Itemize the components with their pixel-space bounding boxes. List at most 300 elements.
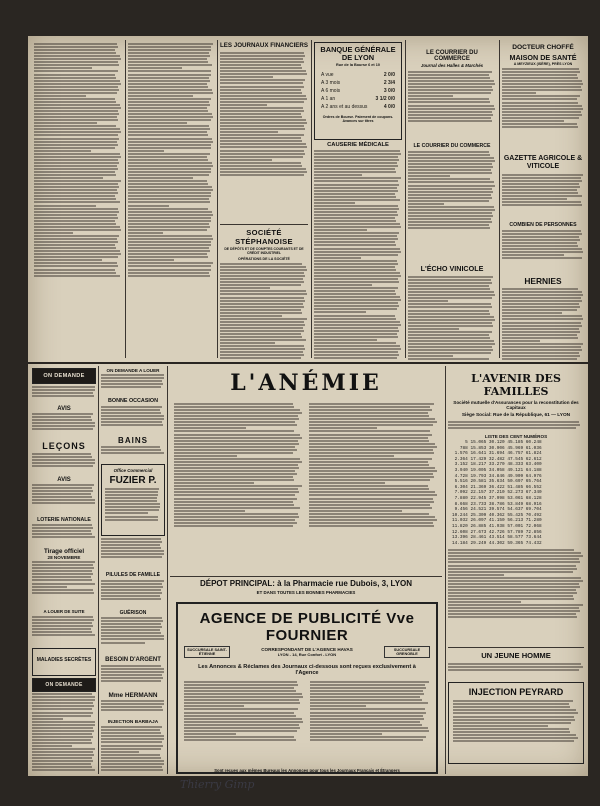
table-row: 8.668 23.733 38.786 53.849 68.916: [452, 501, 542, 507]
text-line: [220, 143, 306, 145]
text-line: [502, 89, 582, 91]
text-line: [220, 321, 304, 323]
column-rule: [311, 40, 312, 358]
text-line: [314, 199, 400, 201]
body-text: [314, 150, 402, 360]
text-line: [220, 104, 267, 106]
text-line: [408, 313, 490, 315]
text-line: [220, 318, 307, 320]
text-line: [502, 204, 582, 206]
text-line: [408, 160, 495, 162]
fuzier-name: FUZIER P.: [109, 475, 157, 487]
text-line: [314, 324, 401, 326]
text-line: [174, 406, 294, 408]
text-line: [309, 424, 433, 426]
text-line: [34, 259, 102, 261]
fuzier-box: [101, 464, 165, 536]
body-text: [220, 263, 308, 360]
text-line: [184, 733, 236, 735]
text-line: [34, 92, 117, 94]
text-line: [32, 462, 95, 464]
text-line: [448, 586, 580, 588]
page-divider: [28, 362, 588, 364]
text-line: [34, 165, 117, 167]
text-line: [314, 184, 399, 186]
text-line: [174, 424, 297, 426]
text-line: [32, 586, 67, 588]
text-line: [32, 416, 91, 418]
text-line: [32, 619, 94, 621]
text-line: [34, 128, 120, 130]
body-text: [101, 665, 165, 691]
text-line: [101, 544, 160, 546]
text-line: [220, 73, 307, 75]
text-line: [220, 293, 307, 295]
text-line: [34, 134, 118, 136]
table-row: 7.880 22.945 37.998 53.061 68.128: [452, 495, 542, 501]
text-line: [101, 674, 162, 676]
text-line: [101, 586, 163, 588]
rate-label: A 1 an: [321, 96, 336, 102]
text-line: [408, 227, 490, 229]
text-line: [408, 343, 495, 345]
text-line: [34, 198, 116, 200]
text-line: [448, 580, 583, 582]
text-line: [174, 498, 297, 500]
text-line: [309, 458, 432, 460]
text-line: [220, 272, 304, 274]
text-line: [32, 730, 94, 732]
text-line: [32, 693, 92, 695]
table-row: 13.396 28.461 43.514 58.577 73.644: [452, 535, 542, 541]
body-text: [101, 617, 165, 655]
text-line: [220, 275, 305, 277]
text-line: [408, 285, 489, 287]
text-line: [220, 290, 306, 292]
text-line: [32, 493, 91, 495]
text-line: [220, 287, 270, 289]
text-line: [128, 159, 208, 161]
text-line: [408, 325, 493, 327]
injection-box: [448, 682, 584, 764]
text-line: [408, 221, 492, 223]
text-line: [314, 171, 396, 173]
text-line: [502, 192, 578, 194]
text-line: [174, 513, 298, 515]
text-line: [314, 226, 401, 228]
text-line: [174, 479, 294, 481]
text-line: [314, 351, 398, 353]
body-text: [502, 288, 584, 360]
text-line: [174, 458, 300, 460]
text-line: [32, 616, 93, 618]
text-line: [220, 122, 307, 124]
text-line: [453, 737, 578, 739]
text-line: [101, 424, 163, 426]
body-text: [32, 453, 96, 477]
text-line: [408, 181, 494, 183]
text-line: [502, 74, 577, 76]
text-line: [448, 604, 583, 606]
table-row: 7.092 22.157 37.210 52.273 67.340: [452, 490, 542, 496]
text-line: [314, 281, 399, 283]
text-line: [32, 718, 63, 720]
text-line: [448, 555, 583, 557]
text-line: [184, 708, 298, 710]
text-line: [32, 736, 93, 738]
text-line: [448, 421, 579, 423]
text-line: [502, 68, 579, 70]
body-text: [408, 71, 496, 141]
text-line: [34, 74, 115, 76]
text-line: [128, 269, 211, 271]
text-line: [101, 700, 164, 702]
text-line: [314, 308, 397, 310]
text-line: [32, 533, 92, 535]
text-line: [309, 440, 429, 442]
text-line: [448, 595, 573, 597]
text-line: [309, 470, 437, 472]
text-line: [128, 107, 207, 109]
top-col-2: [128, 42, 214, 360]
text-line: [408, 215, 493, 217]
text-line: [314, 235, 397, 237]
text-line: [502, 174, 583, 176]
text-line: [128, 49, 211, 51]
text-line: [502, 346, 581, 348]
text-line: [32, 757, 92, 759]
text-line: [101, 757, 161, 759]
text-line: [128, 201, 210, 203]
text-line: [314, 177, 401, 179]
body-text: [128, 43, 214, 277]
rate-row: [321, 71, 395, 79]
text-line: [448, 574, 504, 576]
text-line: [448, 601, 521, 603]
text-line: [34, 141, 117, 143]
text-line: [220, 55, 305, 57]
text-line: [408, 154, 490, 156]
text-line: [34, 86, 118, 88]
agence-footer: Sont reçues aux mêmes Bureaux les Annonces pour tous les Journaux Français et Étrangers: [214, 768, 400, 773]
text-line: [34, 186, 119, 188]
text-line: [502, 309, 577, 311]
text-line: [101, 598, 161, 600]
text-line: [128, 217, 211, 219]
text-line: [34, 110, 118, 112]
text-line: [448, 592, 577, 594]
rate-label: A 2 ans et au dessus: [321, 104, 368, 110]
text-line: [128, 83, 207, 85]
text-line: [448, 571, 573, 573]
text-line: [502, 186, 580, 188]
text-line: [453, 706, 570, 708]
text-line: [101, 638, 164, 640]
column-rule: [167, 366, 168, 774]
text-line: [309, 427, 377, 429]
text-line: [101, 406, 162, 408]
text-line: [101, 726, 162, 728]
text-line: [220, 52, 304, 54]
text-line: [502, 201, 581, 203]
text-line: [502, 236, 579, 238]
text-line: [128, 156, 207, 158]
text-line: [105, 519, 158, 521]
text-line: [128, 98, 211, 100]
text-line: [448, 666, 583, 668]
text-line: [101, 589, 161, 591]
text-line: [220, 303, 303, 305]
text-line: [502, 257, 582, 259]
text-line: [174, 510, 245, 512]
docteur-column: [502, 40, 584, 360]
text-line: [408, 120, 492, 122]
text-line: [314, 296, 400, 298]
text-line: [184, 681, 297, 683]
text-line: [32, 763, 91, 765]
text-line: [309, 498, 433, 500]
text-line: [34, 70, 118, 72]
text-line: [408, 297, 492, 299]
avis-title: AVIS: [57, 406, 71, 412]
text-line: [34, 43, 117, 45]
text-line: [314, 153, 401, 155]
text-line: [32, 413, 93, 415]
text-line: [309, 437, 428, 439]
text-line: [34, 171, 115, 173]
besoin-title: BESOIN D'ARGENT: [105, 657, 161, 664]
text-line: [101, 386, 161, 388]
text-line: [128, 141, 213, 143]
liste-title: LISTE DES CENT NUMÉROS: [484, 434, 548, 439]
text-line: [448, 589, 576, 591]
text-line: [174, 482, 254, 484]
text-line: [220, 101, 304, 103]
agence-lists: [178, 680, 436, 766]
text-line: [314, 321, 400, 323]
text-line: [101, 380, 162, 382]
text-line: [309, 476, 434, 478]
text-line: [174, 522, 297, 524]
text-line: [310, 739, 423, 741]
text-line: [220, 58, 303, 60]
text-line: [314, 315, 395, 317]
text-line: [314, 336, 398, 338]
text-line: [32, 760, 93, 762]
depot-subtitle: ET DANS TOUTES LES BONNES PHARMACIES: [256, 590, 356, 595]
text-line: [128, 208, 208, 210]
text-line: [174, 519, 295, 521]
table-row: 5.516 20.581 35.634 50.697 65.764: [452, 479, 542, 485]
text-line: [220, 348, 305, 350]
text-line: [32, 570, 92, 572]
text-line: [32, 576, 91, 578]
text-line: [101, 580, 164, 582]
text-line: [220, 92, 302, 94]
body-text: [174, 402, 303, 572]
text-line: [184, 690, 296, 692]
text-line: [128, 46, 211, 48]
text-line: [34, 101, 116, 103]
agence-row: [178, 646, 436, 658]
text-line: [101, 680, 161, 682]
rate-label: A vue: [321, 72, 334, 78]
text-line: [184, 712, 294, 714]
text-line: [101, 617, 162, 619]
text-line: [34, 80, 120, 82]
text-line: [408, 157, 494, 159]
text-line: [502, 334, 577, 336]
text-line: [32, 422, 95, 424]
body-text: [32, 524, 96, 548]
rate-row: [321, 87, 395, 95]
text-line: [408, 175, 450, 177]
text-line: [502, 303, 579, 305]
text-line: [128, 171, 211, 173]
text-line: [128, 247, 209, 249]
text-line: [309, 473, 433, 475]
rates-list: [321, 71, 395, 111]
text-line: [128, 125, 209, 127]
text-line: [128, 77, 209, 79]
text-line: [174, 467, 299, 469]
text-line: [101, 538, 161, 540]
rate-value: 2 3/4: [383, 80, 395, 86]
text-line: [32, 490, 93, 492]
text-line: [174, 455, 237, 457]
text-line: [314, 156, 398, 158]
text-line: [314, 260, 397, 262]
text-line: [128, 192, 211, 194]
text-line: [408, 185, 495, 187]
text-line: [310, 684, 425, 686]
text-line: [34, 150, 91, 152]
text-line: [309, 488, 429, 490]
text-line: [408, 74, 489, 76]
text-line: [174, 494, 295, 496]
text-line: [32, 419, 92, 421]
text-line: [101, 709, 163, 711]
text-line: [34, 226, 120, 228]
text-line: [34, 253, 121, 255]
text-line: [101, 412, 161, 414]
text-line: [220, 339, 306, 341]
text-line: [220, 333, 301, 335]
text-line: [220, 162, 301, 164]
text-line: [309, 415, 429, 417]
text-line: [34, 177, 103, 179]
text-line: [502, 80, 582, 82]
text-line: [314, 272, 400, 274]
text-line: [502, 315, 582, 317]
demande-box-2: [32, 678, 96, 692]
text-line: [408, 279, 491, 281]
text-line: [32, 456, 92, 458]
text-line: [128, 189, 213, 191]
text-line: [502, 180, 582, 182]
text-line: [174, 412, 302, 414]
text-line: [174, 461, 302, 463]
agence-box: [176, 602, 438, 774]
text-line: [220, 345, 304, 347]
text-line: [408, 194, 491, 196]
hermann-title: Mme HERMANN: [108, 692, 158, 700]
text-line: [502, 300, 582, 302]
text-line: [220, 174, 304, 176]
text-line: [408, 346, 492, 348]
text-line: [128, 64, 212, 66]
body-text: [408, 151, 496, 261]
text-line: [34, 89, 119, 91]
text-line: [32, 567, 94, 569]
agence-title: AGENCE DE PUBLICITÉ Vve FOURNIER: [199, 610, 415, 644]
text-line: [220, 351, 303, 353]
text-line: [448, 561, 580, 563]
text-line: [408, 303, 491, 305]
text-line: [128, 265, 211, 267]
text-line: [448, 610, 580, 612]
text-line: [128, 138, 212, 140]
body-text: [32, 616, 96, 646]
text-line: [32, 487, 92, 489]
text-line: [32, 561, 95, 563]
text-line: [314, 180, 398, 182]
text-line: [174, 409, 300, 411]
text-line: [34, 83, 121, 85]
injection-title: INJECTION BARBAJA: [107, 720, 159, 726]
text-line: [101, 665, 161, 667]
text-line: [174, 452, 293, 454]
text-line: [101, 452, 164, 454]
body-text: [502, 174, 584, 220]
text-line: [174, 507, 300, 509]
text-line: [310, 718, 424, 720]
text-line: [128, 183, 208, 185]
text-line: [34, 262, 117, 264]
text-line: [34, 256, 118, 258]
text-line: [101, 703, 164, 705]
text-line: [128, 70, 211, 72]
text-line: [314, 211, 397, 213]
text-line: [310, 693, 424, 695]
rate-value: 2 0/0: [383, 72, 395, 78]
body-text: [101, 406, 165, 436]
text-line: [32, 484, 94, 486]
text-line: [314, 196, 396, 198]
table-row: 11.032 26.097 41.150 56.213 71.280: [452, 518, 542, 524]
text-line: [101, 592, 162, 594]
text-line: [309, 501, 434, 503]
text-line: [220, 278, 303, 280]
text-line: [314, 205, 398, 207]
avenir-siege: Siège Social: Rue de la République, 61 — LYON: [461, 413, 571, 418]
text-line: [34, 52, 116, 54]
text-line: [34, 116, 117, 118]
text-line: [408, 117, 491, 119]
text-line: [128, 122, 187, 124]
text-line: [184, 687, 294, 689]
text-line: [314, 220, 396, 222]
text-line: [408, 206, 494, 208]
text-line: [502, 189, 577, 191]
courrier-subtitle: Journal des Halles & Marchés: [420, 63, 484, 68]
text-line: [408, 352, 491, 354]
text-line: [314, 202, 355, 204]
text-line: [310, 708, 425, 710]
body-text: [448, 549, 584, 647]
text-line: [128, 131, 207, 133]
text-line: [220, 281, 304, 283]
